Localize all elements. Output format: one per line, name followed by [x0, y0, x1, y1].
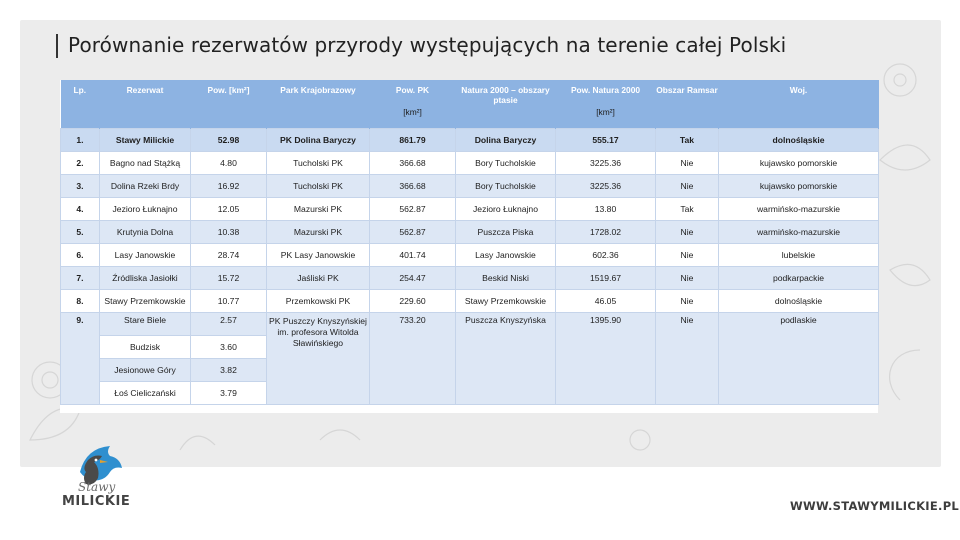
cell-pownatura: 3225.36 — [556, 174, 656, 197]
header-rezerwat: Rezerwat — [100, 80, 191, 128]
cell-natura: Stawy Przemkowskie — [456, 289, 556, 312]
cell-pow: 4.80 — [191, 151, 267, 174]
cell-ramsar: Tak — [656, 128, 719, 151]
reserves-table-container — [60, 80, 878, 413]
cell-rezerwat: Źródliska Jasiołki — [100, 266, 191, 289]
cell-park: Tucholski PK — [267, 174, 370, 197]
cell-woj: kujawsko pomorskie — [719, 151, 879, 174]
cell-woj: podlaskie — [719, 312, 879, 404]
header-pownatura-unit: [km²] — [596, 107, 615, 117]
cell-rezerwat: Jesionowe Góry — [100, 358, 191, 381]
table-row — [61, 197, 879, 220]
cell-park: Mazurski PK — [267, 197, 370, 220]
table-row — [61, 174, 879, 197]
cell-powpk: 733.20 — [370, 312, 456, 404]
cell-rezerwat: Jezioro Łuknajno — [100, 197, 191, 220]
cell-park: Jaśliski PK — [267, 266, 370, 289]
header-park: Park Krajobrazowy — [267, 80, 370, 128]
cell-park: Przemkowski PK — [267, 289, 370, 312]
cell-pow: 3.79 — [191, 381, 267, 404]
cell-pow: 2.57 — [191, 312, 267, 335]
cell-natura: Jezioro Łuknajno — [456, 197, 556, 220]
header-pownatura — [556, 80, 656, 128]
cell-pownatura: 1395.90 — [556, 312, 656, 404]
cell-pownatura: 1519.67 — [556, 266, 656, 289]
cell-pownatura: 13.80 — [556, 197, 656, 220]
cell-pow: 10.38 — [191, 220, 267, 243]
cell-park: Mazurski PK — [267, 220, 370, 243]
cell-powpk: 254.47 — [370, 266, 456, 289]
title-accent-bar — [56, 34, 58, 58]
cell-pow: 10.77 — [191, 289, 267, 312]
cell-pow: 12.05 — [191, 197, 267, 220]
header-natura: Natura 2000 – obszary ptasie — [456, 80, 556, 128]
cell-lp: 3. — [61, 174, 100, 197]
cell-woj: warmińsko-mazurskie — [719, 197, 879, 220]
cell-rezerwat: Bagno nad Stążką — [100, 151, 191, 174]
cell-powpk: 861.79 — [370, 128, 456, 151]
table-row — [61, 266, 879, 289]
cell-powpk: 366.68 — [370, 151, 456, 174]
header-ramsar: Obszar Ramsar — [656, 80, 719, 128]
website-url: WWW.STAWYMILICKIE.PL — [790, 499, 960, 513]
table-row — [61, 243, 879, 266]
cell-natura: Puszcza Knyszyńska — [456, 312, 556, 404]
cell-park: PK Lasy Janowskie — [267, 243, 370, 266]
cell-lp: 2. — [61, 151, 100, 174]
cell-pownatura: 555.17 — [556, 128, 656, 151]
cell-rezerwat: Łoś Cieliczański — [100, 381, 191, 404]
cell-pownatura: 46.05 — [556, 289, 656, 312]
cell-lp: 7. — [61, 266, 100, 289]
table-row — [61, 220, 879, 243]
cell-pow: 3.82 — [191, 358, 267, 381]
slide-title: Porównanie rezerwatów przyrody występujących na terenie całej Polski — [68, 33, 787, 57]
cell-ramsar: Nie — [656, 151, 719, 174]
cell-lp: 5. — [61, 220, 100, 243]
table-row — [61, 128, 879, 151]
cell-powpk: 562.87 — [370, 220, 456, 243]
cell-park: PK Puszczy Knyszyńskiej im. profesora Witolda Sławińskiego — [267, 312, 370, 404]
cell-ramsar: Tak — [656, 197, 719, 220]
header-lp: Lp. — [61, 80, 100, 128]
cell-woj: lubelskie — [719, 243, 879, 266]
cell-lp: 1. — [61, 128, 100, 151]
cell-ramsar: Nie — [656, 289, 719, 312]
cell-lp: 6. — [61, 243, 100, 266]
cell-woj: dolnośląskie — [719, 289, 879, 312]
header-woj: Woj. — [719, 80, 879, 128]
cell-pownatura: 3225.36 — [556, 151, 656, 174]
cell-natura: Bory Tucholskie — [456, 151, 556, 174]
cell-pow: 52.98 — [191, 128, 267, 151]
bird-icon — [80, 446, 122, 484]
table-row — [61, 312, 879, 335]
cell-pow: 3.60 — [191, 335, 267, 358]
cell-powpk: 229.60 — [370, 289, 456, 312]
cell-ramsar: Nie — [656, 174, 719, 197]
cell-woj: warmińsko-mazurskie — [719, 220, 879, 243]
cell-park: Tucholski PK — [267, 151, 370, 174]
table-row — [61, 151, 879, 174]
cell-woj: dolnośląskie — [719, 128, 879, 151]
cell-rezerwat: Stawy Milickie — [100, 128, 191, 151]
cell-ramsar: Nie — [656, 312, 719, 404]
cell-powpk: 401.74 — [370, 243, 456, 266]
cell-ramsar: Nie — [656, 266, 719, 289]
logo-script-text: Stawy — [78, 480, 116, 494]
cell-rezerwat: Lasy Janowskie — [100, 243, 191, 266]
cell-rezerwat: Stawy Przemkowskie — [100, 289, 191, 312]
reserves-comparison-table — [60, 80, 879, 405]
cell-rezerwat: Krutynia Dolna — [100, 220, 191, 243]
cell-natura: Beskid Niski — [456, 266, 556, 289]
cell-pow: 28.74 — [191, 243, 267, 266]
cell-woj: kujawsko pomorskie — [719, 174, 879, 197]
header-powpk-unit: [km²] — [403, 107, 422, 117]
cell-pow: 16.92 — [191, 174, 267, 197]
header-pownatura-label: Pow. Natura 2000 — [570, 85, 641, 95]
cell-pow: 15.72 — [191, 266, 267, 289]
cell-park: PK Dolina Baryczy — [267, 128, 370, 151]
table-row — [61, 289, 879, 312]
cell-natura: Dolina Baryczy — [456, 128, 556, 151]
cell-ramsar: Nie — [656, 243, 719, 266]
cell-pownatura: 602.36 — [556, 243, 656, 266]
cell-natura: Lasy Janowskie — [456, 243, 556, 266]
cell-powpk: 562.87 — [370, 197, 456, 220]
logo-name-text: MILICKIE — [62, 494, 131, 509]
header-pow: Pow. [km²] — [191, 80, 267, 128]
cell-natura: Bory Tucholskie — [456, 174, 556, 197]
cell-natura: Puszcza Piska — [456, 220, 556, 243]
cell-lp: 9. — [61, 312, 100, 404]
cell-rezerwat: Dolina Rzeki Brdy — [100, 174, 191, 197]
header-powpk-label: Pow. PK — [395, 85, 430, 95]
cell-woj: podkarpackie — [719, 266, 879, 289]
cell-lp: 8. — [61, 289, 100, 312]
cell-rezerwat: Stare Biele — [100, 312, 191, 335]
header-powpk — [370, 80, 456, 128]
cell-ramsar: Nie — [656, 220, 719, 243]
cell-lp: 4. — [61, 197, 100, 220]
cell-rezerwat: Budzisk — [100, 335, 191, 358]
table-header-row — [61, 80, 879, 128]
cell-powpk: 366.68 — [370, 174, 456, 197]
cell-pownatura: 1728.02 — [556, 220, 656, 243]
